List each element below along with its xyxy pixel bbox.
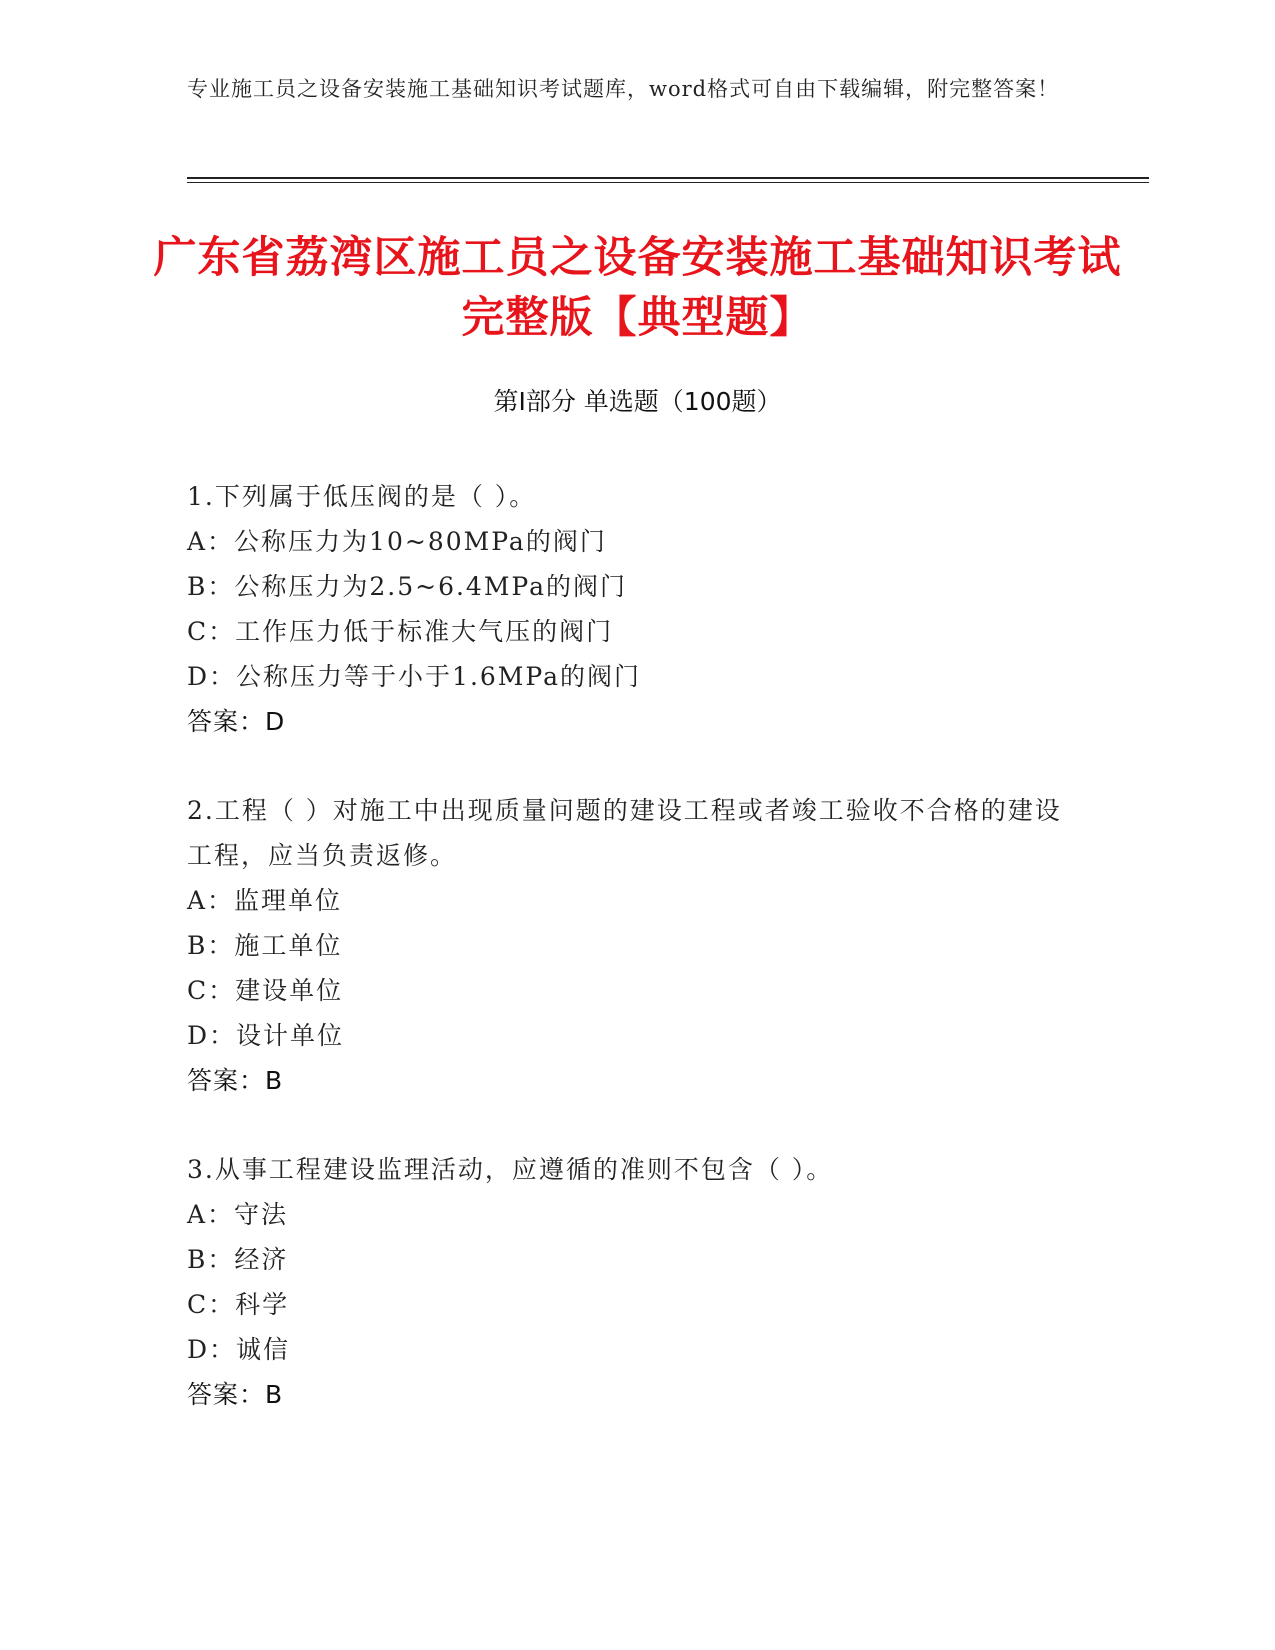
header-divider-thin	[187, 182, 1149, 183]
question-2	[187, 788, 1087, 1103]
question-list	[187, 474, 1087, 1461]
question-stem: 1.下列属于低压阀的是（ ）。	[187, 482, 537, 511]
option-b: B：经济	[187, 1245, 289, 1274]
option-d: D：公称压力等于小于1.6MPa的阀门	[187, 662, 642, 691]
answer: 答案：B	[187, 1380, 284, 1409]
option-a: A：守法	[187, 1200, 289, 1229]
option-d: D：诚信	[187, 1335, 291, 1364]
answer: 答案：B	[187, 1066, 284, 1095]
option-a: A：公称压力为10~80MPa的阀门	[187, 527, 607, 556]
option-b: B：公称压力为2.5~6.4MPa的阀门	[187, 572, 628, 601]
answer: 答案：D	[187, 707, 286, 736]
question-1	[187, 474, 1087, 744]
option-a: A：监理单位	[187, 886, 343, 915]
option-d: D：设计单位	[187, 1021, 345, 1050]
question-stem: 2.工程（ ）对施工中出现质量问题的建设工程或者竣工验收不合格的建设工程，应当负责返修。	[187, 796, 1062, 870]
section-title: 第Ⅰ部分 单选题（100题）	[493, 387, 782, 416]
option-c: C：建设单位	[187, 976, 344, 1005]
question-3	[187, 1147, 1087, 1417]
option-c: C：工作压力低于标准大气压的阀门	[187, 617, 614, 646]
option-b: B：施工单位	[187, 931, 343, 960]
header-divider-thick	[187, 177, 1149, 179]
document-title: 广东省荔湾区施工员之设备安装施工基础知识考试完整版【典型题】	[153, 233, 1122, 343]
option-c: C：科学	[187, 1290, 290, 1319]
header-note: 专业施工员之设备安装施工基础知识考试题库，word格式可自由下载编辑，附完整答案！	[187, 77, 1060, 101]
question-stem: 3.从事工程建设监理活动，应遵循的准则不包含（ ）。	[187, 1155, 834, 1184]
